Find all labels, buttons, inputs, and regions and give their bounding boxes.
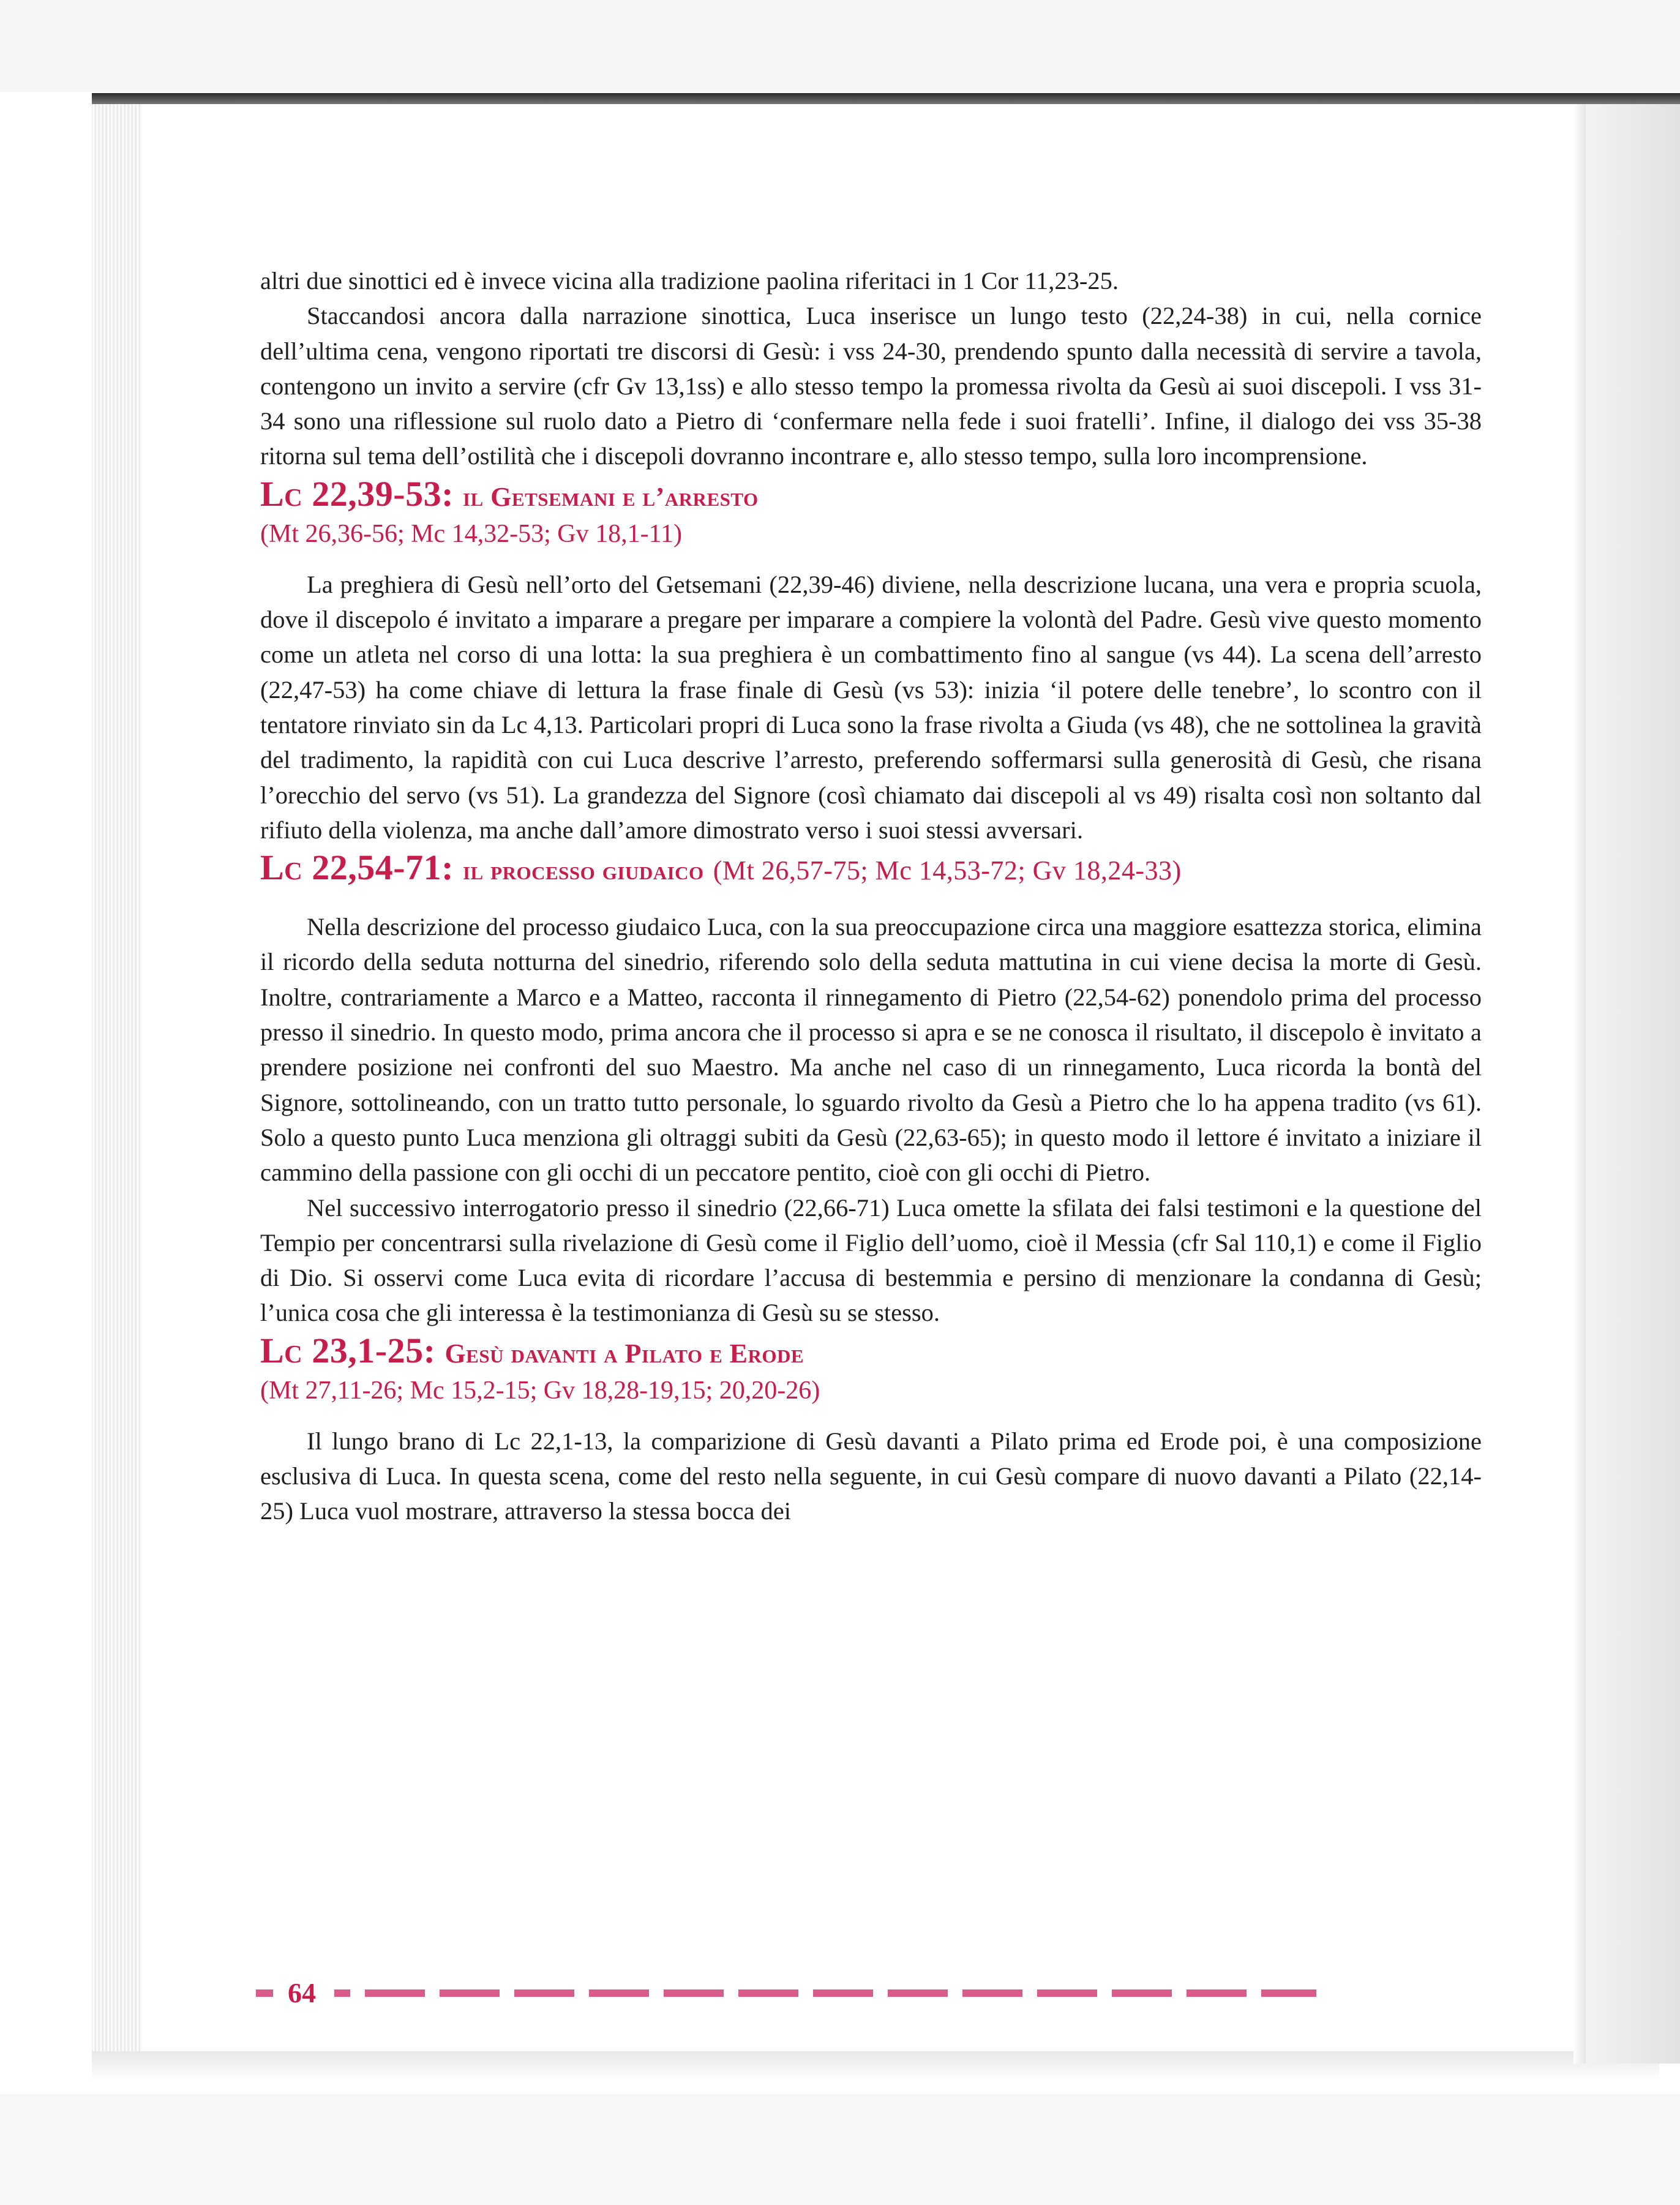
footer-dash <box>1261 1989 1316 1997</box>
page-edges-bottom <box>92 2051 1659 2082</box>
footer-dash <box>738 1989 798 1997</box>
page-number: 64 <box>288 1977 316 2008</box>
section-parallels: (Mt 26,36-56; Mc 14,32-53; Gv 18,1-11) <box>260 519 683 548</box>
book-top-edge <box>92 93 1680 104</box>
section-ref: Lc 23,1-25: <box>260 1330 436 1370</box>
processo-paragraph-1: Nella descrizione del processo giudaico Luca, con la sua preoccupazione circa una maggiore esattezza storica, elimina il ricordo della seduta notturna del sinedrio, riferendo solo della seduta mattutina in cui viene decisa la morte di Gesù. Inoltre, contrariamente a Marco e a Matteo, racconta il rinnegamento di Pietro (22,54-62) ponendolo prima del processo presso il sinedrio. In questo modo, prima ancora che il processo si apra e se ne conosca il risultato, il discepolo è invitato a prendere posizione nei confronti del suo Maestro. Ma anche nel caso di un rinnegamento, Luca ricorda la bontà del Signore, sottolineando, con un tratto tutto personale, lo sguardo rivolto da Gesù a Pietro che lo ha appena tradito (vs 61). Solo a questo punto Luca menziona gli oltraggi subiti da Gesù (22,63-65); in questo modo il lettore é invitato a iniziare il cammino della passione con gli occhi di un peccatore pentito, cioè con gli occhi di Pietro. <box>260 913 1482 1187</box>
getsemani-paragraph: La preghiera di Gesù nell’orto del Getsemani (22,39-46) diviene, nella descrizione lucana, una vera e propria scuola, dove il discepolo é invitato a imparare a pregare per imparare a compiere la volontà del Padre. Gesù vive questo momento come un atleta nel corso di una lotta: la sua preghiera è un combattimento fino al sangue (vs 44). La scena dell’arresto (22,47-53) ha come chiave di lettura la frase finale di Gesù (vs 53): inizia ‘il potere delle tenebre’, lo scontro con il tentatore rinviato sin da Lc 4,13. Particolari propri di Luca sono la frase rivolta a Giuda (vs 48), che ne sottolinea la gravità del tradimento, la rapidità con cui Luca descrive l’arresto, preferendo soffermarsi sulla generosità di Gesù, che risana l’orecchio del servo (vs 51). La grandezza del Signore (così chiamato dai discepoli al vs 49) risalta così non soltanto dal rifiuto della violenza, ma anche dall’amore dimostrato verso i suoi stessi avversari. <box>260 570 1482 844</box>
intro-paragraph: altri due sinottici ed è invece vicina alla tradizione paolina riferitaci in 1 Cor 11,23-25. <box>260 267 1119 295</box>
section-heading-pilato <box>260 1331 1482 1408</box>
footer-dash <box>589 1989 649 1997</box>
footer-dash <box>1112 1989 1172 1997</box>
scan-background-top <box>0 0 1680 92</box>
footer-dash <box>514 1989 574 1997</box>
footer-dash <box>365 1989 425 1997</box>
footer-dash <box>334 1989 350 1997</box>
footer-dash <box>962 1989 1022 1997</box>
section-parallels: (Mt 26,57-75; Mc 14,53-72; Gv 18,24-33) <box>713 855 1182 886</box>
footer-dash <box>256 1989 273 1997</box>
page-text-block <box>260 263 1482 1529</box>
section-ref: Lc 22,54-71: <box>260 847 454 888</box>
facing-page-edge <box>1586 104 1680 2064</box>
processo-paragraph-2: Nel successivo interrogatorio presso il sinedrio (22,66-71) Luca omette la sfilata dei falsi testimoni e la questione del Tempio per concentrarsi sulla rivelazione di Gesù come il Figlio dell’uomo, cioè il Messia (cfr Sal 110,1) e come il Figlio di Dio. Si osservi come Luca evita di ricordare l’accusa di bestemmia e persino di menzionare la condanna di Gesù; l’unica cosa che gli interessa è la testimonianza di Gesù su se stesso. <box>260 1193 1482 1327</box>
section-ref: Lc 22,39-53: <box>260 473 454 514</box>
section-title: il processo giudaico <box>462 855 704 886</box>
page-edges-left <box>92 104 142 2051</box>
section-title: Gesù davanti a Pilato e Erode <box>444 1338 804 1369</box>
section-parallels: (Mt 27,11-26; Mc 15,2-15; Gv 18,28-19,15; 20,20-26) <box>260 1376 820 1405</box>
scan-background-bottom <box>0 2094 1680 2205</box>
pilato-paragraph: Il lungo brano di Lc 22,1-13, la comparizione di Gesù davanti a Pilato prima ed Erode poi, è una composizione esclusiva di Luca. In questa scena, come del resto nella seguente, in cui Gesù compare di nuovo davanti a Pilato (22,14-25) Luca vuol mostrare, attraverso la stessa bocca dei <box>260 1427 1482 1525</box>
section-heading-processo <box>260 847 1482 891</box>
footer-dash <box>888 1989 948 1997</box>
staccandosi-paragraph: Staccandosi ancora dalla narrazione sinottica, Luca inserisce un lungo testo (22,24-38) in cui, nella cornice dell’ultima cena, vengono riportati tre discorsi di Gesù: i vss 24-30, prendendo spunto dalla necessità di servire a tavola, contengono un invito a servire (cfr Gv 13,1ss) e allo stesso tempo la promessa rivolta da Gesù ai suoi discepoli. I vss 31-34 sono una riflessione sul ruolo dato a Pietro di ‘confermare nella fede i suoi fratelli’. Infine, il dialogo dei vss 35-38 ritorna sul tema dell’ostilità che i discepoli dovranno incontrare e, allo stesso tempo, sulla loro incomprensione. <box>260 302 1482 470</box>
section-heading-getsemani <box>260 474 1482 551</box>
footer-dash <box>1037 1989 1097 1997</box>
footer-dash <box>1187 1989 1247 1997</box>
footer-dash <box>664 1989 724 1997</box>
section-title: il Getsemani e l’arresto <box>462 481 759 512</box>
footer-dash <box>813 1989 873 1997</box>
page-footer <box>256 1977 1483 2008</box>
footer-dash <box>440 1989 500 1997</box>
